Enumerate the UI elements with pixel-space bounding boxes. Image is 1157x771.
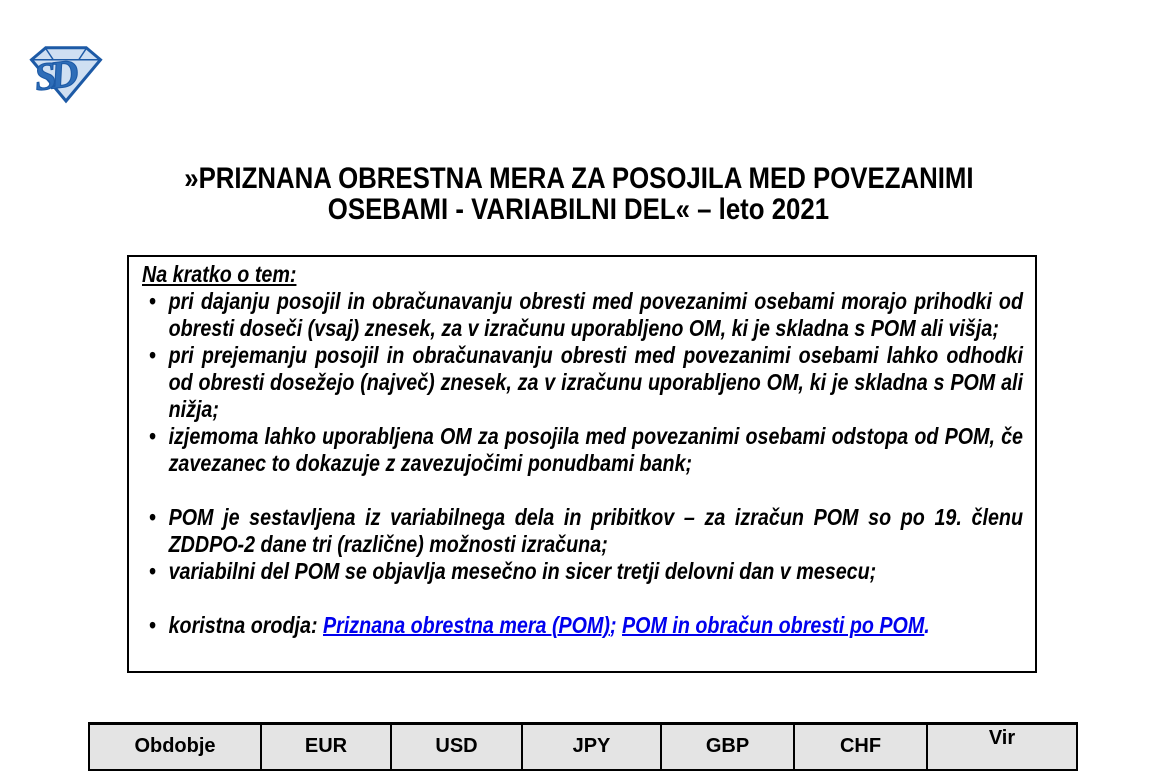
column-header-chf: CHF bbox=[794, 724, 927, 770]
sd-logo-icon bbox=[28, 44, 104, 104]
rates-table-header-row bbox=[89, 724, 1077, 770]
column-header-gbp: GBP bbox=[661, 724, 794, 770]
bullet-item-pom-composition: • POM je sestavljena iz variabilnega dela in pribitkov – za izračun POM so po 19. členu ZDDPO-2 dane tri (različne) možnosti izračuna; bbox=[142, 504, 1023, 558]
column-header-obdobje: Obdobje bbox=[89, 724, 261, 770]
tools-separator: ; bbox=[609, 612, 617, 638]
bullet-item-exception: • izjemoma lahko uporabljena OM za posojila med povezanimi osebami odstopa od POM, če zavezanec to dokazuje z zavezujočimi ponudbami bank; bbox=[142, 423, 1023, 477]
column-header-jpy: JPY bbox=[522, 724, 661, 770]
link-pom-obracun-obresti[interactable]: POM in obračun obresti po POM bbox=[622, 612, 925, 638]
column-header-vir: Vir bbox=[927, 724, 1077, 770]
sd-logo bbox=[28, 44, 104, 104]
bullet-item-borrowing: • pri prejemanju posojil in obračunavanju obresti med povezanimi osebami lahko odhodki od obresti dosežejo (največ) znesek, za v izračunu uporabljeno OM, ki je skladna s POM ali nižja; bbox=[142, 342, 1023, 423]
bullet-item-tools bbox=[142, 612, 1023, 639]
summary-box bbox=[127, 255, 1037, 673]
document-title-line2: OSEBAMI - VARIABILNI DEL« – leto 2021 bbox=[327, 193, 830, 226]
tools-prefix: koristna orodja: bbox=[168, 612, 324, 638]
rates-table bbox=[88, 722, 1078, 771]
sd-logo-letters: SD bbox=[32, 52, 75, 100]
link-priznana-obrestna-mera[interactable]: Priznana obrestna mera (POM) bbox=[323, 612, 610, 638]
document-title bbox=[0, 163, 1157, 225]
column-header-eur: EUR bbox=[261, 724, 391, 770]
document-title-line1: »PRIZNANA OBRESTNA MERA ZA POSOJILA MED POVEZANIMI bbox=[183, 162, 974, 195]
tools-suffix: . bbox=[924, 612, 930, 638]
bullet-item-lending: • pri dajanju posojil in obračunavanju obresti med povezanimi osebami morajo prihodki od obresti doseči (vsaj) znesek, za v izračunu uporabljeno OM, ki je skladna s POM ali višja; bbox=[142, 288, 1023, 342]
bullet-item-publication: • variabilni del POM se objavlja mesečno in sicer tretji delovni dan v mesecu; bbox=[142, 558, 1023, 585]
summary-box-content bbox=[142, 261, 1023, 639]
summary-heading: Na kratko o tem: bbox=[142, 261, 297, 287]
column-header-usd: USD bbox=[391, 724, 522, 770]
